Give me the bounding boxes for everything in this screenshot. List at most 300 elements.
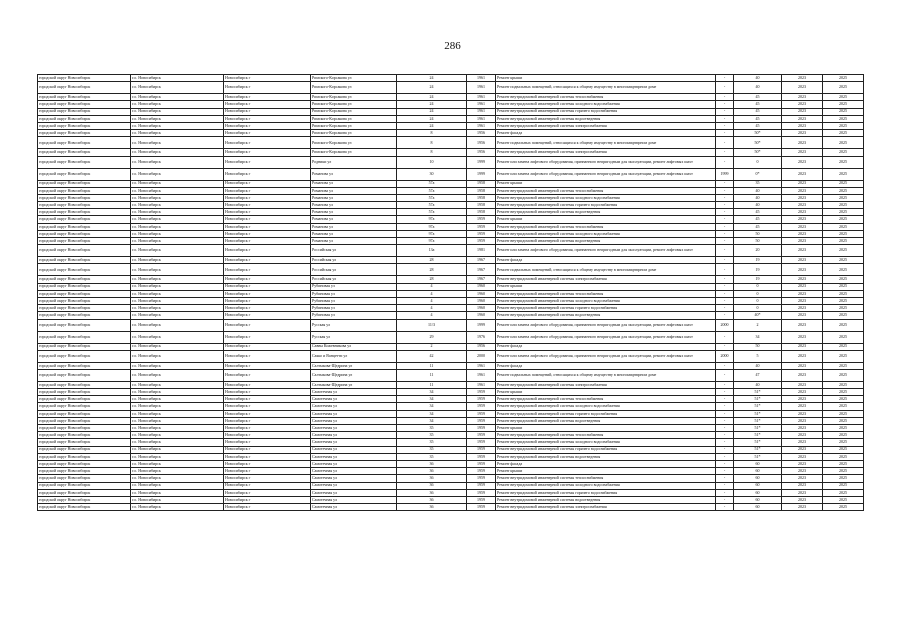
build-year-cell: 1999 [467,319,496,331]
settlement-cell: г.о. Новосибирск [131,209,224,216]
lift-year-cell: - [716,283,734,290]
house-number-cell: 4 [397,283,467,290]
lift-year-cell: - [716,216,734,223]
table-row [38,245,864,257]
plan-start-cell: 2023 [782,439,823,446]
build-year-cell: 1959 [467,417,496,424]
lift-year-cell: - [716,130,734,137]
wear-cell: 60 [734,504,782,511]
table-row [38,331,864,343]
street-cell: Римского-Корсакова ул [311,82,397,94]
wear-cell: 35 [734,180,782,187]
work-type-cell: Ремонт внутридомовой инженерной системы электроснабжения [496,122,716,129]
settlement-cell: г.о. Новосибирск [131,257,224,264]
work-type-cell: Ремонт или замена лифтового оборудования, признанного непригодным для эксплуатации, ремонт лифтовых шахт [496,245,716,257]
work-type-cell: Ремонт внутридомовой инженерной системы водоотведения [496,496,716,503]
house-number-cell: 30 [397,168,467,180]
street-cell: Рубиновая ул [311,305,397,312]
page-number: 286 [444,40,461,52]
city-cell: Новосибирск г [224,209,311,216]
house-number-cell: 24 [397,115,467,122]
build-year-cell: 1959 [467,223,496,230]
build-year-cell: 1961 [467,369,496,381]
build-year-cell: 1958 [467,180,496,187]
wear-cell: 0 [734,290,782,297]
street-cell: Романова ул [311,223,397,230]
work-type-cell: Ремонт внутридомовой инженерной системы холодного водоснабжения [496,230,716,237]
work-type-cell: Ремонт внутридомовой инженерной системы холодного водоснабжения [496,439,716,446]
municipality-cell: городской округ Новосибирск [38,137,131,149]
street-cell: Российская ул [311,245,397,257]
municipality-cell: городской округ Новосибирск [38,369,131,381]
wear-cell: 51* [734,425,782,432]
work-type-cell: Ремонт или замена лифтового оборудования, признанного непригодным для эксплуатации, ремонт лифтовых шахт [496,156,716,168]
plan-start-cell: 2023 [782,343,823,350]
house-number-cell: 36 [397,489,467,496]
house-number-cell: 8 [397,149,467,156]
settlement-cell: г.о. Новосибирск [131,362,224,369]
wear-cell: 50 [734,343,782,350]
work-type-cell: Ремонт внутридомовой инженерной системы теплоснабжения [496,223,716,230]
table-row [38,187,864,194]
settlement-cell: г.о. Новосибирск [131,468,224,475]
house-number-cell: 24 [397,94,467,101]
table-row [38,389,864,396]
city-cell: Новосибирск г [224,94,311,101]
city-cell: Новосибирск г [224,453,311,460]
street-cell: Самотечная ул [311,453,397,460]
registry-table-container [37,74,864,511]
settlement-cell: г.о. Новосибирск [131,350,224,362]
plan-end-cell: 2025 [823,276,864,283]
wear-cell: 19 [734,257,782,264]
lift-year-cell: - [716,489,734,496]
house-number-cell: 35 [397,439,467,446]
plan-start-cell: 2023 [782,137,823,149]
plan-start-cell: 2023 [782,94,823,101]
table-row [38,475,864,482]
plan-start-cell: 2023 [782,305,823,312]
work-type-cell: Ремонт фасада [496,130,716,137]
build-year-cell: 1959 [467,489,496,496]
street-cell: Рубиновая ул [311,297,397,304]
settlement-cell: г.о. Новосибирск [131,489,224,496]
wear-cell: 45 [734,94,782,101]
build-year-cell: 1959 [467,460,496,467]
table-body [38,75,864,511]
settlement-cell: г.о. Новосибирск [131,264,224,276]
plan-start-cell: 2023 [782,369,823,381]
wear-cell: 34 [734,331,782,343]
city-cell: Новосибирск г [224,350,311,362]
wear-cell: 51* [734,410,782,417]
house-number-cell: 4 [397,305,467,312]
lift-year-cell: - [716,410,734,417]
municipality-cell: городской округ Новосибирск [38,496,131,503]
lift-year-cell: - [716,297,734,304]
municipality-cell: городской округ Новосибирск [38,403,131,410]
work-type-cell: Ремонт внутридомовой инженерной системы теплоснабжения [496,290,716,297]
table-row [38,216,864,223]
plan-start-cell: 2023 [782,223,823,230]
city-cell: Новосибирск г [224,331,311,343]
build-year-cell: 2000 [467,350,496,362]
municipality-cell: городской округ Новосибирск [38,238,131,245]
table-row [38,137,864,149]
plan-end-cell: 2025 [823,194,864,201]
build-year-cell: 1956 [467,137,496,149]
house-number-cell: 57а [397,202,467,209]
work-type-cell: Ремонт крыши [496,425,716,432]
lift-year-cell: - [716,257,734,264]
street-cell: Самотечная ул [311,496,397,503]
table-row [38,410,864,417]
wear-cell: 5 [734,350,782,362]
wear-cell: 2 [734,319,782,331]
city-cell: Новосибирск г [224,460,311,467]
lift-year-cell: - [716,432,734,439]
settlement-cell: г.о. Новосибирск [131,238,224,245]
plan-start-cell: 2023 [782,381,823,388]
house-number-cell: 2 [397,343,467,350]
lift-year-cell: - [716,290,734,297]
wear-cell: 51* [734,389,782,396]
build-year-cell: 1960 [467,312,496,319]
build-year-cell: 1956 [467,149,496,156]
street-cell: Римского-Корсакова ул [311,122,397,129]
wear-cell: 45 [734,101,782,108]
house-number-cell: 97а [397,238,467,245]
city-cell: Новосибирск г [224,156,311,168]
city-cell: Новосибирск г [224,446,311,453]
work-type-cell: Ремонт крыши [496,75,716,82]
house-number-cell: 97а [397,216,467,223]
build-year-cell: 1959 [467,216,496,223]
table-row [38,115,864,122]
work-type-cell: Ремонт внутридомовой инженерной системы теплоснабжения [496,432,716,439]
municipality-cell: городской округ Новосибирск [38,460,131,467]
table-row [38,194,864,201]
city-cell: Новосибирск г [224,290,311,297]
house-number-cell: 28 [397,264,467,276]
plan-end-cell: 2025 [823,283,864,290]
build-year-cell: 1958 [467,194,496,201]
build-year-cell: 1961 [467,94,496,101]
table-row [38,156,864,168]
wear-cell: 51* [734,417,782,424]
street-cell: Российская ул [311,264,397,276]
table-row [38,75,864,82]
settlement-cell: г.о. Новосибирск [131,460,224,467]
street-cell: Романова ул [311,187,397,194]
street-cell: Римского-Корсакова ул [311,101,397,108]
plan-end-cell: 2025 [823,180,864,187]
settlement-cell: г.о. Новосибирск [131,389,224,396]
house-number-cell: 29 [397,331,467,343]
city-cell: Новосибирск г [224,312,311,319]
house-number-cell: 34 [397,389,467,396]
plan-end-cell: 2025 [823,343,864,350]
plan-start-cell: 2023 [782,482,823,489]
municipality-cell: городской округ Новосибирск [38,331,131,343]
plan-start-cell: 2023 [782,417,823,424]
plan-end-cell: 2025 [823,209,864,216]
plan-end-cell: 2025 [823,432,864,439]
plan-start-cell: 2023 [782,156,823,168]
municipality-cell: городской округ Новосибирск [38,264,131,276]
street-cell: Самотечная ул [311,417,397,424]
street-cell: Романова ул [311,168,397,180]
settlement-cell: г.о. Новосибирск [131,425,224,432]
house-number-cell: 4 [397,312,467,319]
work-type-cell: Ремонт подвальных помещений, относящихся к общему имуществу в многоквартирном доме [496,137,716,149]
settlement-cell: г.о. Новосибирск [131,290,224,297]
settlement-cell: г.о. Новосибирск [131,122,224,129]
work-type-cell: Ремонт внутридомовой инженерной системы горячего водоснабжения [496,410,716,417]
lift-year-cell: - [716,82,734,94]
house-number-cell: 24 [397,122,467,129]
plan-end-cell: 2025 [823,202,864,209]
work-type-cell: Ремонт внутридомовой инженерной системы водоотведения [496,312,716,319]
plan-start-cell: 2023 [782,468,823,475]
municipality-cell: городской округ Новосибирск [38,156,131,168]
plan-end-cell: 2025 [823,156,864,168]
build-year-cell: 1961 [467,75,496,82]
house-number-cell: 11 [397,362,467,369]
municipality-cell: городской округ Новосибирск [38,283,131,290]
plan-start-cell: 2023 [782,122,823,129]
lift-year-cell: - [716,276,734,283]
plan-end-cell: 2025 [823,101,864,108]
plan-end-cell: 2025 [823,504,864,511]
plan-end-cell: 2025 [823,82,864,94]
table-row [38,453,864,460]
build-year-cell: 1959 [467,468,496,475]
plan-start-cell: 2023 [782,194,823,201]
work-type-cell: Ремонт внутридомовой инженерной системы холодного водоснабжения [496,194,716,201]
build-year-cell: 1961 [467,101,496,108]
wear-cell: 60 [734,475,782,482]
street-cell: Романова ул [311,194,397,201]
table-row [38,381,864,388]
city-cell: Новосибирск г [224,496,311,503]
work-type-cell: Ремонт внутридомовой инженерной системы теплоснабжения [496,475,716,482]
municipality-cell: городской округ Новосибирск [38,410,131,417]
settlement-cell: г.о. Новосибирск [131,115,224,122]
plan-end-cell: 2025 [823,187,864,194]
city-cell: Новосибирск г [224,238,311,245]
lift-year-cell: - [716,475,734,482]
wear-cell: 40 [734,187,782,194]
lift-year-cell: - [716,460,734,467]
city-cell: Новосибирск г [224,149,311,156]
work-type-cell: Ремонт фасада [496,257,716,264]
municipality-cell: городской округ Новосибирск [38,209,131,216]
house-number-cell: 11 [397,369,467,381]
street-cell: Салтыкова-Щедрина ул [311,369,397,381]
house-number-cell: 11 [397,381,467,388]
plan-end-cell: 2025 [823,312,864,319]
build-year-cell: 1959 [467,403,496,410]
work-type-cell: Ремонт внутридомовой инженерной системы водоотведения [496,209,716,216]
work-type-cell: Ремонт внутридомовой инженерной системы электроснабжения [496,149,716,156]
build-year-cell: 1981 [467,245,496,257]
municipality-cell: городской округ Новосибирск [38,446,131,453]
house-number-cell: 11/3 [397,319,467,331]
municipality-cell: городской округ Новосибирск [38,108,131,115]
city-cell: Новосибирск г [224,439,311,446]
lift-year-cell: - [716,101,734,108]
table-row [38,396,864,403]
street-cell: Русская ул [311,319,397,331]
house-number-cell: 28 [397,276,467,283]
wear-cell: 45 [734,216,782,223]
lift-year-cell: - [716,396,734,403]
work-type-cell: Ремонт крыши [496,468,716,475]
municipality-cell: городской округ Новосибирск [38,149,131,156]
lift-year-cell: - [716,194,734,201]
plan-end-cell: 2025 [823,223,864,230]
work-type-cell: Ремонт внутридомовой инженерной системы горячего водоснабжения [496,108,716,115]
city-cell: Новосибирск г [224,417,311,424]
settlement-cell: г.о. Новосибирск [131,331,224,343]
settlement-cell: г.о. Новосибирск [131,432,224,439]
plan-start-cell: 2023 [782,297,823,304]
wear-cell: 0 [734,297,782,304]
plan-start-cell: 2023 [782,410,823,417]
work-type-cell: Ремонт крыши [496,216,716,223]
municipality-cell: городской округ Новосибирск [38,130,131,137]
lift-year-cell: - [716,202,734,209]
plan-end-cell: 2025 [823,290,864,297]
build-year-cell: 1967 [467,276,496,283]
wear-cell: 45 [734,209,782,216]
table-row [38,432,864,439]
settlement-cell: г.о. Новосибирск [131,108,224,115]
plan-end-cell: 2025 [823,319,864,331]
plan-start-cell: 2023 [782,504,823,511]
work-type-cell: Ремонт внутридомовой инженерной системы водоотведения [496,115,716,122]
table-row [38,425,864,432]
plan-end-cell: 2025 [823,130,864,137]
wear-cell: 60 [734,460,782,467]
work-type-cell: Ремонт внутридомовой инженерной системы горячего водоснабжения [496,202,716,209]
wear-cell: 40 [734,82,782,94]
lift-year-cell: - [716,305,734,312]
plan-start-cell: 2023 [782,75,823,82]
city-cell: Новосибирск г [224,230,311,237]
wear-cell: 60 [734,496,782,503]
municipality-cell: городской округ Новосибирск [38,168,131,180]
settlement-cell: г.о. Новосибирск [131,94,224,101]
municipality-cell: городской округ Новосибирск [38,482,131,489]
plan-end-cell: 2025 [823,362,864,369]
street-cell: Римского-Корсакова ул [311,130,397,137]
plan-start-cell: 2023 [782,446,823,453]
settlement-cell: г.о. Новосибирск [131,439,224,446]
table-row [38,350,864,362]
municipality-cell: городской округ Новосибирск [38,122,131,129]
street-cell: Русская ул [311,331,397,343]
work-type-cell: Ремонт внутридомовой инженерной системы горячего водоснабжения [496,489,716,496]
city-cell: Новосибирск г [224,194,311,201]
settlement-cell: г.о. Новосибирск [131,276,224,283]
municipality-cell: городской округ Новосибирск [38,290,131,297]
plan-start-cell: 2023 [782,396,823,403]
table-row [38,489,864,496]
plan-end-cell: 2025 [823,149,864,156]
city-cell: Новосибирск г [224,82,311,94]
house-number-cell: 57а [397,187,467,194]
city-cell: Новосибирск г [224,489,311,496]
house-number-cell: 35 [397,425,467,432]
build-year-cell: 1956 [467,130,496,137]
plan-end-cell: 2025 [823,403,864,410]
street-cell: Самотечная ул [311,432,397,439]
lift-year-cell: - [716,264,734,276]
house-number-cell: 36 [397,468,467,475]
plan-end-cell: 2025 [823,453,864,460]
lift-year-cell: - [716,75,734,82]
plan-start-cell: 2023 [782,496,823,503]
build-year-cell: 1958 [467,209,496,216]
lift-year-cell: - [716,312,734,319]
house-number-cell: 4 [397,290,467,297]
settlement-cell: г.о. Новосибирск [131,343,224,350]
lift-year-cell: - [716,108,734,115]
city-cell: Новосибирск г [224,202,311,209]
plan-start-cell: 2023 [782,276,823,283]
municipality-cell: городской округ Новосибирск [38,439,131,446]
city-cell: Новосибирск г [224,223,311,230]
municipality-cell: городской округ Новосибирск [38,216,131,223]
street-cell: Самотечная ул [311,446,397,453]
table-row [38,290,864,297]
municipality-cell: городской округ Новосибирск [38,468,131,475]
plan-start-cell: 2023 [782,216,823,223]
municipality-cell: городской округ Новосибирск [38,504,131,511]
wear-cell: 51* [734,446,782,453]
build-year-cell: 1960 [467,290,496,297]
work-type-cell: Ремонт крыши [496,180,716,187]
municipality-cell: городской округ Новосибирск [38,75,131,82]
table-row [38,417,864,424]
wear-cell: 60 [734,489,782,496]
street-cell: Самотечная ул [311,410,397,417]
build-year-cell: 1960 [467,297,496,304]
plan-end-cell: 2025 [823,94,864,101]
build-year-cell: 1958 [467,202,496,209]
street-cell: Романова ул [311,238,397,245]
city-cell: Новосибирск г [224,108,311,115]
municipality-cell: городской округ Новосибирск [38,453,131,460]
city-cell: Новосибирск г [224,283,311,290]
wear-cell: 47 [734,369,782,381]
street-cell: Римского-Корсакова ул [311,149,397,156]
house-number-cell: 34 [397,410,467,417]
work-type-cell: Ремонт внутридомовой инженерной системы водоотведения [496,417,716,424]
wear-cell: 40 [734,202,782,209]
municipality-cell: городской округ Новосибирск [38,297,131,304]
wear-cell: 0 [734,305,782,312]
wear-cell: 45 [734,122,782,129]
settlement-cell: г.о. Новосибирск [131,245,224,257]
house-number-cell: 35 [397,453,467,460]
wear-cell: 45 [734,115,782,122]
municipality-cell: городской округ Новосибирск [38,276,131,283]
house-number-cell: 57а [397,209,467,216]
plan-end-cell: 2025 [823,257,864,264]
